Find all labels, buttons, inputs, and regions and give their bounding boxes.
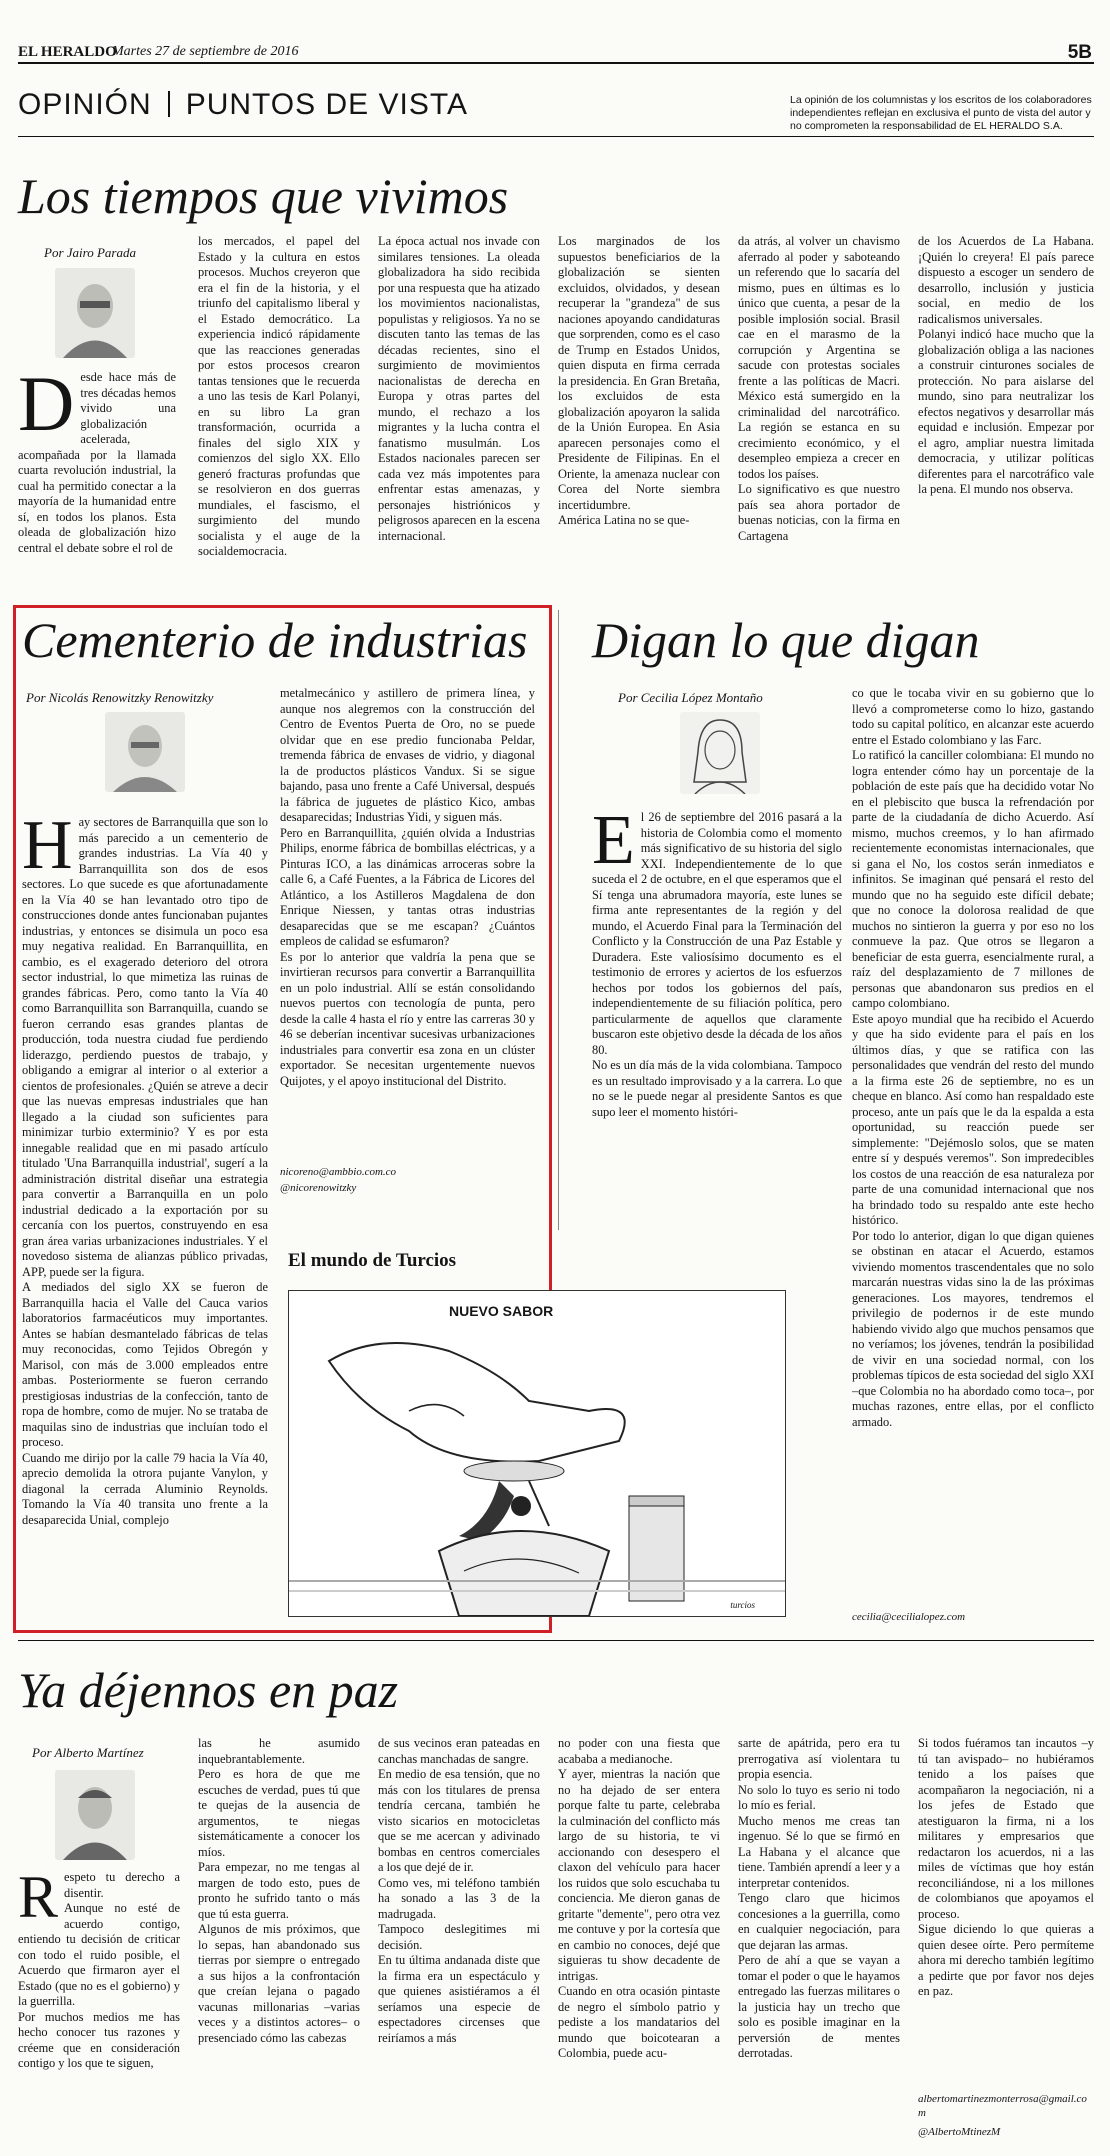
column-divider [558, 610, 559, 1230]
headline-article-3: Digan lo que digan [592, 612, 980, 668]
section-rule [18, 1640, 1094, 1641]
article-4-col-2: las he asumido inquebrantablemente. Pero es hora de que me escuches de verdad, pues tú que te quejas de la ausencia de argumentos, te niegas sistemáticamente a conocer los míos. Para empezar, no me tengas al margen de todo esto, pues de pronto he sufrido tanto o más que tú esta guerra. Algunos de mis próximos, que lo sepas, han abandonado sus tierras por siempre o entregado a sus hijos a la confrontación que creían lejana o pagado vacunas millonarias –varias veces y a distintos actores– o presenciado cómo las cabezas [198, 1736, 360, 2045]
article-3-col-1 [592, 810, 842, 1230]
section-name: OPINIÓN [18, 88, 152, 121]
article-4-col-3: de sus vecinos eran pateadas en canchas manchadas de sangre. En medio de esa tensión, que no más con los titulares de prensa tendría cercana, también he visto sicarios en motocicletas que se me acercan y adivinado bombas en centros comerciales a los que dejé de ir. Como ves, mi teléfono también ha sonado a las 3 de la madrugada. Tampoco deslegitimes mi decisión. En tu última andanada diste que la firma era un espectáculo y que quienes asistiéramos a él seríamos una especie de espectadores circenses que reiríamos a más [378, 1736, 540, 2045]
section-header [18, 88, 468, 122]
cartoon-drawing [289, 1291, 785, 1616]
cartoon-caption: NUEVO SABOR [449, 1303, 554, 1319]
author-social-handle[interactable]: @AlbertoMtinezM [918, 2126, 1001, 2138]
article-1-col-3: La época actual nos invade con similares tensiones. La oleada globalizadora ha sido recibida por una respuesta que ha atizado los movimientos nacionalistas, populistas y religiosos. Ya no se discuten tanto las temas de las décadas recientes, sino el surgimiento de movimientos nacionalistas de derecha en Europa y otras partes del mundo, el rechazo a los migrantes y la lucha contra el fanatismo musulmán. Los Estados nacionales parecen ser cada vez más impotentes para enfrentar estas amenazas, y personajes histriónicos y peligrosos aparecen en la escena internacional. [378, 234, 540, 543]
article-3-col-2: co que le tocaba vivir en su gobierno que lo llevó a comprometerse como lo hizo, gastando todo su capital político, en alcanzar este acuerdo entre el Estado colombiano y las Farc. Lo ratificó la canciller colombiana: El mundo no logra entender cómo hay un porcentaje de la población de este país que ha decidido votar No en el plebiscito que busca la refrendación por parte de la ciudadanía de dicho Acuerdo. Así mismo, muchos creemos, y lo han afirmado recientemente economistas internacionales, que si gana el No, los costos serán inmediatos e infinitos. Se imaginan qué pensará el resto del mundo que no ha seguido este difícil debate; que no conoce la dolorosa realidad de que muchos no sintieron la guerra y por eso no los conmueve la paz. Que otros se llegaron a beneficiar de esta guerra, esencialmente rural, a raíz del desplazamiento de 7 millones de personas que abandonaron sus predios en el campo colombiano. Este apoyo mundial que ha recibido el Acuerdo y que ha sido evidente para el país en los últimos días, y que se ratifica con las personalidades que vendrán del resto del mundo a la firma este 26 de septiembre, no es un cheque en blanco. Así como han respaldado este proceso, ante un país que le da la espalda a esta oportunidad, su reacción puede ser simplemente: "Dejémoslo solos, que se maten entre sí y después veremos". Son impredecibles los costos de una reacción de esa naturaleza por parte de una comunidad internacional que nos ha brindado todo su respaldo ante este hecho histórico. Por todo lo anterior, digan lo que digan quienes se obstinan en atacar el Acuerdo, estamos viviendo momentos trascendentales que no solo marcarán nuestras vidas sino la de las próximas generaciones. Los mayores, tendremos el privilegio de podernos ir de este mundo habiendo vivido algo que muchos pensamos que no veríamos; los jóvenes, tendrán la posibilidad de vivir en una sociedad normal, con los problemas típicos de esta sociedad del siglo XXI –que Colombia no ha abordado como toca–, por muchas razones, entre ellas, por el conflicto armado. [852, 686, 1094, 1429]
dropcap: H [22, 815, 73, 884]
cartoon-title: El mundo de Turcios [288, 1250, 457, 1271]
article-1-col-4: Los marginados de los supuestos beneficiarios de la globalización se sienten excluidos, olvidados, y desean recuperar la "grandeza" de sus naciones apoyando candidaturas que sorprenden, como es el caso de Trump en Estados Unidos, quien disputa en firma cerrada la presidencia. En Gran Bretaña, los excluidos de esta globalización apoyaron la salida de la Unión Europea. En Asia aparecen personajes como el Presidente de Filipinas. En el Oriente, la amenaza nuclear con Corea del Norte siembra incertidumbre. América Latina no se que- [558, 234, 720, 527]
author-photo-lopez [680, 712, 760, 794]
section-divider [168, 91, 170, 117]
article-4-text: espeto tu derecho a disentir. Aunque no esté de acuerdo contigo, entiendo tu decisión de criticar con todo el ruido posible, el Acuerdo que firmaron ayer el Estado (que no es el gobierno) y la guerrilla. Por muchos medios me has hecho conocer tus razones y créeme que en consideración contigo y los que te siguen, [18, 1870, 180, 2070]
cartoonist-signature: turcios [730, 1600, 755, 1610]
article-1-col-5: da atrás, al volver un chavismo aferrado al poder y saboteando un referendo que lo sacaría del mismo, pues en últimas es lo único que cuenta, a pesar de la posible implosión social. Brasil cae en el marasmo de la corrupción y Argentina se sacude con protestas sociales frente a las políticas de Macri. México está sumergido en la criminalidad del narcotráfico. La región se estanca en su crecimiento económico, y el desempleo empieza a crecer en todos los países. Lo significativo es que nuestro país sea ahora portador de buenas noticias, con la firma en Cartagena [738, 234, 900, 543]
author-email[interactable]: nicoreno@ambbio.com.co [280, 1166, 397, 1178]
page-number: 5B [1067, 42, 1092, 63]
newspaper-name: EL HERALDO [18, 44, 117, 60]
author-photo-martinez [55, 1770, 135, 1860]
article-3-text: l 26 de septiembre del 2016 pasará a la historia de Colombia como el momento más significativo de su historia del siglo XXI. Independientemente de lo que suceda el 2 de octubre, en el que esperamos que el Sí tenga una abrumadora mayoría, este lunes se firma ante representantes de la región y del mundo, el Acuerdo Final para la Terminación del Conflicto y la Construcción de una Paz Estable y Duradera. Este valiosísimo documento es el testimonio de errores y aciertos de los esfuerzos hechos por todos los gobiernos del país, independientemente de su filiación política, pero particularmente de aquellos que claramente buscaron este objetivo desde la década de los años 80. No es un día más de la vida colombiana. Tampoco es un resultado improvisado y a la carrera. Lo que no se le puede negar al presidente Santos es que supo leer el momento históri- [592, 810, 842, 1119]
author-social-handle[interactable]: @nicorenowitzky [280, 1182, 357, 1194]
article-4-col-1 [18, 1870, 180, 2142]
article-1-col-2: los mercados, el papel del Estado y la cultura en estos procesos. Muchos creyeron que era el fin de la historia, y el triunfo del capitalismo liberal y el Estado democrático. La experiencia indicó rápidamente que las reacciones generadas por estos procesos crearon tantas tensiones que le recuerda a uno las tesis de Karl Polanyi, en su libro La gran transformación, ocurrida a finales del siglo XIX y comienzos del siglo XX. Ello generó fracturas profundas que se resolvieron en dos guerras mundiales, el fascismo, el surgimiento del mundo socialista y el auge de la socialdemocracia. [198, 234, 360, 558]
editorial-cartoon [288, 1290, 786, 1617]
author-photo-parada [55, 268, 135, 358]
byline-article-2: Por Nicolás Renowitzky Renowitzky [26, 690, 214, 705]
byline-article-3: Por Cecilia López Montaño [618, 690, 763, 705]
author-email[interactable]: cecilia@cecilialopez.com [852, 1611, 966, 1623]
byline-article-1: Por Jairo Parada [44, 245, 136, 260]
dropcap: D [18, 370, 75, 447]
article-2-text: ay sectores de Barranquilla que son lo más parecido a un cementerio de grandes industrias. La Vía 40 y Barranquillita son dos de esos sectores. Lo que sucede es que afortunadamente en la Vía 40 se han levantado otro tipo de construcciones donde antes funcionaban pujantes industrias, y entonces se disimula un poco esa muy negativa realidad. En Barranquillita, en cambio, es el exagerado deterioro del otrora sector industrial, lo que mimetiza las ruinas de grandes fábricas. Pero, como tanto la Vía 40 como Barranquillita son Barranquilla, cuando se fueron cerrando esas grandes plantas de producción, toda nuestra ciudad fue perdiendo liderazgo, perdiendo puestos de trabajo, y obligando a emigrar al interior o al exterior a cientos de profesionales. ¿Quién se atreve a decir que las nuevas empresas industriales que han llegado a la ciudad son suficientes para minimizar turbio exterminio? Y es por esta innegable realidad que en mi pasado artículo titulado 'Una Barranquilla industrial', sugerí a la administración distrital diseñar una estrategia para convertir a Barranquilla en un polo industrial dedicado a la exportación por su cercanía con los puertos, construyendo en esa gran área varias urbanizaciones industriales. Y el novedoso sistema de alianzas público privadas, APP, puede ser la figura. A mediados del siglo XX se fueron de Barranquilla hacia el Valle del Cauca varios laboratorios farmacéuticos muy importantes. Antes se habían desmantelado fábricas de telas muy reconocidas, como Tejidos Obregón y Marisol, con más de 3.000 empleados entre ambas. Posteriormente se fueron cerrando prestigiosas industrias de la confección, tanto de ropa de hombre, como de mujer. No se trataba de maquilas sino de industrias que incluían todo el proceso. Cuando me dirijo por la calle 79 hacia la Vía 40, aprecio demolida la otrora pujante Vanylon, y diagonal la cerrada Aluminio Reynolds. Tomando la Vía 40 transita uno frente a la desaparecida Unial, complejo [22, 815, 268, 1527]
byline-article-4: Por Alberto Martínez [32, 1745, 144, 1760]
article-2-col-2: metalmecánico y astillero de primera línea, y aunque nos alegremos con la construcción del Centro de Eventos Puerta de Oro, no se puede olvidar que en ese predio funcionaba Peldar, tremenda fábrica de envases de vidrio, y diagonal la de productos plásticos Vandux. Si se sigue bajando, pasa uno frente a Café Universal, después la fábrica de juguetes de plástico Kico, ambas desaparecidas; Industrias Yidi, y siguen más. Pero en Barranquillita, ¿quién olvida a Industrias Philips, enorme fábrica de bombillas eléctricas, y a Pinturas ICO, a las dinámicas arroceras sobre la calle 6, a Café Fuentes, a la Fábrica de Licores del Atlántico, a los Astilleros Magdalena de don Enrique Niessen, y tantas otras industrias desaparecidas que se me escapan? ¿Cuántos empleos de calidad se esfumaron? Es por lo anterior que valdría la pena que se invirtieran recursos para convertir a Barranquillita en un polo industrial. Allí se están consolidando nuevos puertos con tecnología de punta, pero desde la calle 4 hasta el río y entre las carreras 30 y 46 se deberían incentivar sucesivas urbanizaciones industriales para convertir esa zona en un clúster exportador. Se necesitan urgentemente nuevos Quijotes, y el apoyo institucional del Distrito. [280, 686, 535, 1088]
article-1-col-6: de los Acuerdos de La Habana. ¡Quién lo creyera! El país parece dispuesto a escoger un sendero de desarrollo, inclusión y justicia social, en medio de los radicalismos universales. Polanyi indicó hace mucho que la globalización obliga a las naciones a construir cinturones sociales de protección. No para aislarse del mundo, sino para neutralizar los efectos negativos y desarrollar más equidad e inclusión. Empezar por el agro, ampliar nuestra limitada democracia, y utilizar políticas diferentes para el narcotráfico vale la pena. El mundo nos observa. [918, 234, 1094, 496]
dropcap: R [18, 1870, 59, 1930]
dropcap: E [592, 810, 635, 879]
section-rule [18, 136, 1094, 137]
author-email[interactable]: albertomartinezmonterrosa@gmail.com [918, 2093, 1087, 2119]
headline-article-1: Los tiempos que vivimos [18, 168, 509, 224]
article-1-col-1 [18, 370, 176, 605]
article-4-col-5: sarte de apátrida, pero era tu prerrogativa así violentara tu propia esencia. No solo lo tuyo es serio ni todo lo mío es ferial. Mucho menos me creas tan ingenuo. Sé lo que se firmó en La Habana y el alcance que tiene. También aprendí a leer y a interpretar contenidos. Tengo claro que hicimos concesiones a la guerrilla, como en cualquier negociación, para que dejaran las armas. Pero de ahí a que se vayan a tomar el poder o que le hayamos entregado las fuerzas militares o la justicia hay un trecho que solo es posible imaginar en la perversión de mentes derrotadas. [738, 1736, 900, 2060]
headline-article-2: Cementerio de industrias [22, 612, 528, 668]
issue-date: Martes 27 de septiembre de 2016 [112, 44, 299, 59]
section-subname: PUNTOS DE VISTA [185, 88, 468, 121]
author-photo-renowitzky [105, 712, 185, 792]
article-2-col-1 [22, 815, 268, 1620]
headline-article-4: Ya déjennos en paz [18, 1662, 399, 1718]
article-4-col-4: no poder con una fiesta que acababa a medianoche. Y ayer, mientras la nación que no ha dejado de ser entera porque falte tu parte, celebraba la culminación del conflicto más largo de su historia, te vi accionando con desespero el claxon del vehículo para hacer los ruidos que solo escuchaba tu conciencia. Me dieron ganas de gritarte "demente", pero otra vez me contuve y por la cortesía que en cambio no conoces, dejé que siguieras tu show decadente de intrigas. Cuando en otra ocasión pintaste de negro el símbolo patrio y pediste a los mandatarios del mundo que boicotearan a Colombia, puede acu- [558, 1736, 720, 2060]
article-1-text: esde hace más de tres décadas hemos vivido una globalización acelerada, acompañada por la llamada cuarta revolución industrial, la cual ha permitido conectar a la mayoría de la humanidad entre sí, en todos los planos. Esta oleada de globalización hizo central el debate sobre el rol de [18, 370, 176, 555]
article-4-col-6: Si todos fuéramos tan incautos –y tú tan avispado– no hubiéramos tenido a los países que acompañaron la negociación, ni a los jefes de Estado que atestiguaron la firma, ni a los militares y empresarios que redactaron los acuerdos, ni a las miles de víctimas que hoy están reconciliándose, ni a los millones de colombianos que apoyamos el proceso. Sigue diciendo lo que quieras a quien desee oírte. Pero permíteme ahora mi derecho también legítimo a pedirte que por favor nos dejes en paz. [918, 1736, 1094, 1998]
editorial-disclaimer: La opinión de los columnistas y los escritos de los colaboradores independientes reflejan en exclusiva el punto de vista del autor y no comprometen la responsabilidad de EL HERALDO S.A. [790, 94, 1092, 132]
